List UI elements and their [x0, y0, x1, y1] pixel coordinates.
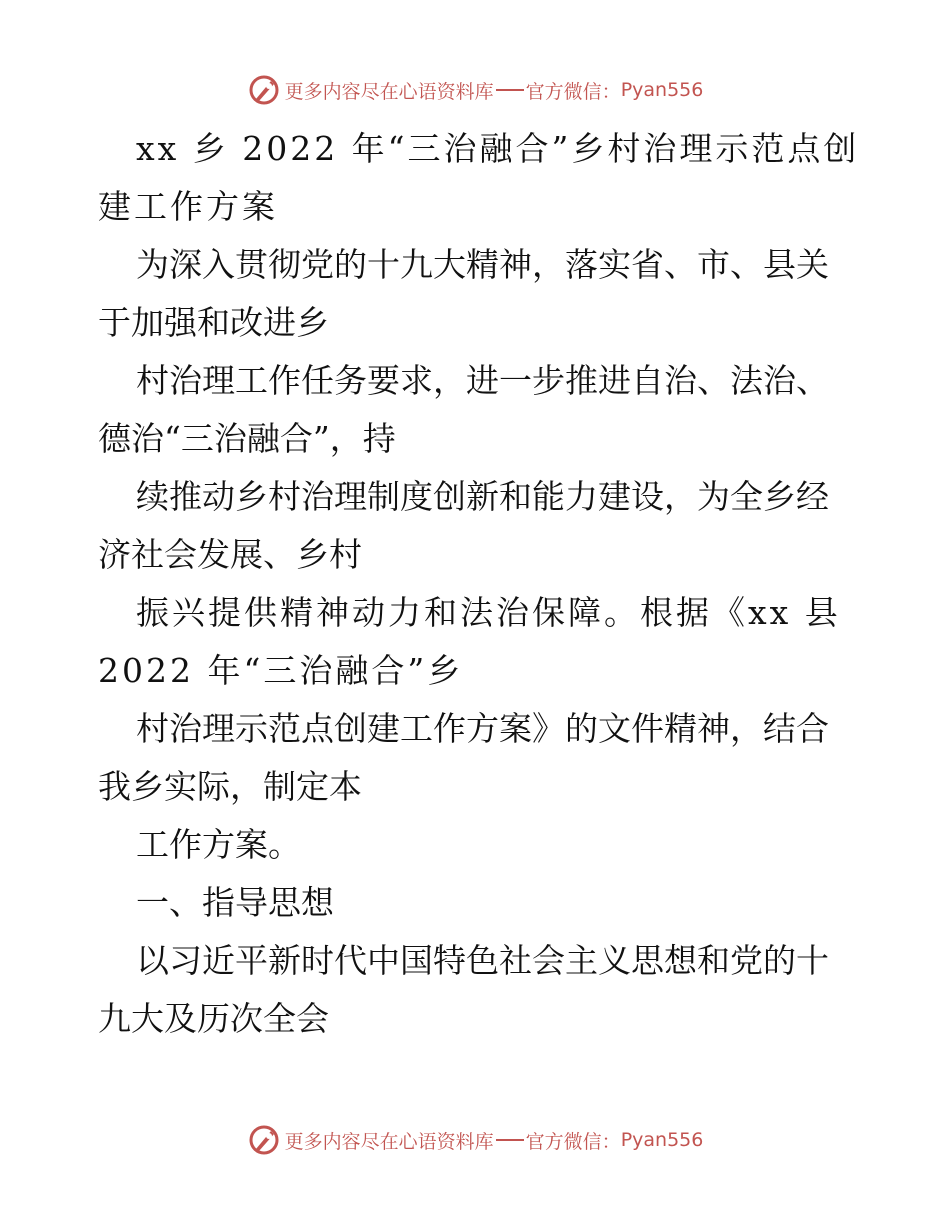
paragraph-line: 续推动乡村治理制度创新和能力建设，为全乡经 [136, 477, 829, 516]
paragraph-line: 2022 年“三治融合”乡 [98, 651, 464, 690]
wechat-label: 官方微信： [525, 1130, 621, 1153]
wechat-id: Pyan556 [620, 1129, 704, 1151]
banner-text: 更多内容尽在心语资料库 [284, 1130, 494, 1153]
paragraph-line: 以习近平新时代中国特色社会主义思想和党的十 [136, 941, 829, 980]
paragraph-line: 村治理示范点创建工作方案》的文件精神，结合 [136, 709, 829, 748]
paragraph-line: 为深入贯彻党的十九大精神，落实省、市、县关 [136, 245, 829, 284]
footer-watermark-banner [0, 1120, 950, 1160]
quill-logo-icon [247, 1123, 281, 1157]
wechat-label: 官方微信： [525, 80, 621, 103]
section-heading: 一、指导思想 [136, 883, 334, 922]
paragraph-line: 九大及历次全会 [98, 999, 329, 1038]
paragraph-line: 工作方案。 [136, 825, 301, 864]
header-watermark-banner [0, 70, 950, 110]
wechat-id: Pyan556 [620, 79, 704, 101]
banner-dash [496, 1139, 524, 1141]
paragraph-line: 我乡实际，制定本 [98, 767, 362, 806]
quill-logo-icon [247, 73, 281, 107]
document-body [98, 120, 858, 1048]
paragraph-line: 济社会发展、乡村 [98, 535, 362, 574]
title-line-1: xx 乡 2022 年“三治融合”乡村治理示范点创 [136, 129, 860, 168]
banner-text: 更多内容尽在心语资料库 [284, 80, 494, 103]
paragraph-line: 村治理工作任务要求，进一步推进自治、法治、 [136, 361, 829, 400]
title-line-2: 建工作方案 [98, 187, 278, 226]
paragraph-line: 德治“三治融合”，持 [98, 419, 396, 458]
paragraph-line: 振兴提供精神动力和法治保障。根据《xx 县 [136, 593, 841, 632]
paragraph-line: 于加强和改进乡 [98, 303, 329, 342]
banner-dash [496, 89, 524, 91]
